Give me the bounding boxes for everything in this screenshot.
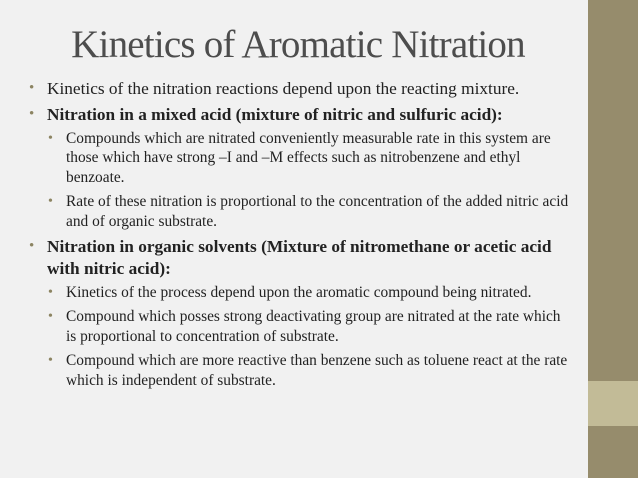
bullet-point-kinetics xyxy=(29,78,569,100)
sub-bullet-point xyxy=(48,192,569,231)
bullet-icon: • xyxy=(48,309,53,325)
sub-bullet-text: Rate of these nitration is proportional to the concentration of the added nitric acid and of organic substrate. xyxy=(66,193,569,230)
bullet-icon: • xyxy=(48,353,53,369)
bullet-text: Nitration in a mixed acid (mixture of nitric and sulfuric acid): xyxy=(47,104,503,124)
sidebar-accent-block xyxy=(588,381,638,426)
slide-body xyxy=(29,78,569,395)
bullet-icon: • xyxy=(29,80,35,96)
sub-bullet-point xyxy=(48,351,569,390)
sub-bullet-point xyxy=(48,283,569,302)
bullet-icon: • xyxy=(29,105,35,122)
bullet-icon: • xyxy=(29,238,35,255)
bullet-icon: • xyxy=(48,194,53,210)
bullet-point-organic-solvents xyxy=(29,236,569,279)
sub-bullet-text: Compound which posses strong deactivating group are nitrated at the rate which is proportional to concentration of substrate. xyxy=(66,308,561,345)
sub-bullet-text: Kinetics of the process depend upon the aromatic compound being nitrated. xyxy=(66,284,532,302)
sub-bullet-text: Compound which are more reactive than benzene such as toluene react at the rate which is independent of substrate. xyxy=(66,352,568,389)
slide-title: Kinetics of Aromatic Nitration xyxy=(71,23,525,66)
bullet-point-mixed-acid xyxy=(29,104,569,126)
sub-bullet-point xyxy=(48,129,569,187)
sub-bullet-text: Compounds which are nitrated conveniently measurable rate in this system are those which have strong –I and –M effects such as nitrobenzene and ethyl benzoate. xyxy=(66,130,551,186)
bullet-text: Kinetics of the nitration reactions depend upon the reacting mixture. xyxy=(47,79,520,98)
sub-bullet-point xyxy=(48,307,569,346)
bullet-text: Nitration in organic solvents (Mixture of nitromethane or acetic acid with nitric acid): xyxy=(47,237,552,278)
bullet-icon: • xyxy=(48,285,53,301)
bullet-icon: • xyxy=(48,131,53,146)
